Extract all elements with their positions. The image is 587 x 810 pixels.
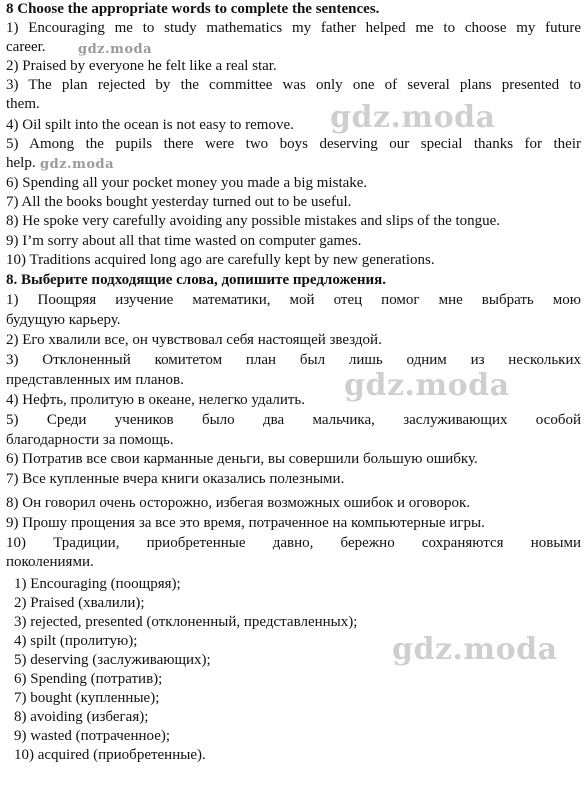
translation-line: 5) Среди учеников было два мальчика, заслуживающих особой xyxy=(6,412,581,428)
sentence-line: 5) Among the pupils there were two boys deserving our special thanks for their xyxy=(6,136,581,152)
watermark: gdz.moda xyxy=(330,100,496,135)
sentence-line: 1) Encouraging me to study mathematics my father helped me to choose my future xyxy=(6,20,581,36)
translation-line: 4) Нефть, пролитую в океане, нелегко удалить. xyxy=(6,392,306,408)
watermark: gdz.moda xyxy=(392,632,558,667)
answer-item: 3) rejected, presented (отклоненный, представленных); xyxy=(14,614,358,630)
translation-line: представленных им планов. xyxy=(6,372,184,388)
sentence-line: 10) Traditions acquired long ago are carefully kept by new generations. xyxy=(6,252,435,268)
sentence-line: 4) Oil spilt into the ocean is not easy to remove. xyxy=(6,117,294,133)
translation-line: 8) Он говорил очень осторожно, избегая возможных ошибок и оговорок. xyxy=(6,495,471,511)
translation-line: 6) Потратив все свои карманные деньги, вы совершили большую ошибку. xyxy=(6,451,478,467)
watermark: gdz.moda xyxy=(344,368,510,403)
watermark: gdz.moda xyxy=(40,157,115,172)
translation-line: 1) Поощряя изучение математики, мой отец помог мне выбрать мою xyxy=(6,292,581,308)
translation-line: 2) Его хвалили все, он чувствовал себя настоящей звездой. xyxy=(6,332,382,348)
translation-line: благодарности за помощь. xyxy=(6,432,174,448)
answer-item: 8) avoiding (избегая); xyxy=(14,709,149,725)
sentence-line: 6) Spending all your pocket money you made a big mistake. xyxy=(6,175,368,191)
sentence-line: help. xyxy=(6,155,36,171)
answer-item: 5) deserving (заслуживающих); xyxy=(14,652,211,668)
sentence-line: 8) He spoke very carefully avoiding any possible mistakes and slips of the tongue. xyxy=(6,213,501,229)
exercise-heading-english: 8 Choose the appropriate words to complete the sentences. xyxy=(6,1,380,17)
answer-item: 1) Encouraging (поощряя); xyxy=(14,576,181,592)
sentence-line: 7) All the books bought yesterday turned out to be useful. xyxy=(6,194,352,210)
sentence-line: them. xyxy=(6,96,40,112)
answer-item: 2) Praised (хвалили); xyxy=(14,595,145,611)
answer-item: 7) bought (купленные); xyxy=(14,690,160,706)
watermark: gdz.moda xyxy=(78,42,153,57)
answer-item: 6) Spending (потратив); xyxy=(14,671,163,687)
exercise-heading-russian: 8. Выберите подходящие слова, допишите предложения. xyxy=(6,272,386,288)
sentence-line: career. xyxy=(6,39,46,55)
translation-line: поколениями. xyxy=(6,554,94,570)
translation-line: 3) Отклоненный комитетом план был лишь одним из нескольких xyxy=(6,352,581,368)
sentence-line: 3) The plan rejected by the committee was only one of several plans presented to xyxy=(6,77,581,93)
answer-item: 10) acquired (приобретенные). xyxy=(14,747,206,763)
translation-line: 7) Все купленные вчера книги оказались полезными. xyxy=(6,471,345,487)
answer-item: 9) wasted (потраченное); xyxy=(14,728,171,744)
sentence-line: 9) I’m sorry about all that time wasted on computer games. xyxy=(6,233,362,249)
answer-item: 4) spilt (пролитую); xyxy=(14,633,138,649)
translation-line: 9) Прошу прощения за все это время, потраченное на компьютерные игры. xyxy=(6,515,485,531)
translation-line: будущую карьеру. xyxy=(6,312,121,328)
sentence-line: 2) Praised by everyone he felt like a real star. xyxy=(6,58,277,74)
translation-line: 10) Традиции, приобретенные давно, бережно сохраняются новыми xyxy=(6,535,581,551)
